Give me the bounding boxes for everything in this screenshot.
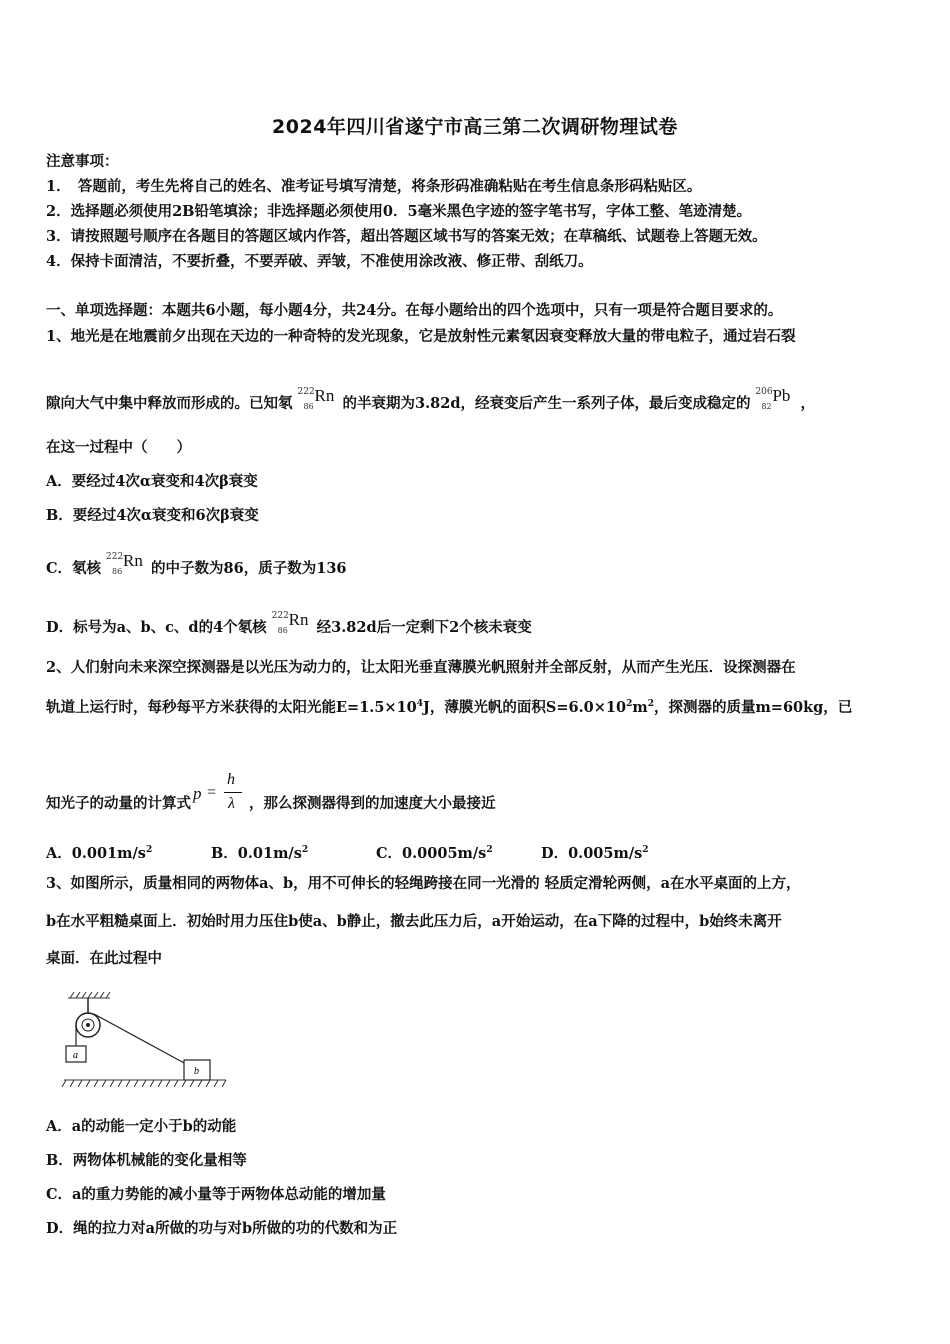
exponent: 4	[416, 699, 424, 709]
option-text: A．0.001m/s	[46, 845, 146, 862]
q2-line2b: J，薄膜光帆的面积S=6.0×10	[423, 699, 627, 716]
atomic-number: 86	[277, 626, 288, 635]
q1-line2b: 的半衰期为3.82d，经衰变后产生一系列子体，最后变成稳定的	[342, 395, 751, 412]
formula-numerator: h	[227, 771, 235, 788]
block-a-label: a	[73, 1050, 78, 1061]
radon-nuclide	[104, 547, 148, 577]
q2-line2a: 轨道上运行时，每秒每平方米获得的太阳光能E=1.5×10	[46, 699, 417, 716]
photon-momentum-formula	[191, 770, 249, 820]
q1-option-c-a: C．氡核	[46, 560, 102, 577]
q1-line2	[46, 382, 815, 414]
q1-option-d-a: D．标号为a、b、c、d的4个氡核	[46, 619, 267, 636]
exponent: 2	[486, 845, 493, 855]
q2-line3b: ，那么探测器得到的加速度大小最接近	[249, 795, 496, 812]
lead-nuclide	[753, 382, 797, 412]
exponent: 2	[642, 845, 649, 855]
q3-line3: 桌面．在此过程中	[46, 950, 162, 967]
q2-line2	[46, 694, 852, 718]
q3-option-c[interactable]: C．a的重力势能的减小量等于两物体总动能的增加量	[46, 1186, 386, 1203]
q3-option-b[interactable]: B．两物体机械能的变化量相等	[46, 1152, 247, 1169]
exponent: 2	[647, 699, 654, 709]
pulley-center	[86, 1023, 90, 1027]
q1-line2c: ，	[800, 395, 815, 412]
q1-option-c[interactable]	[46, 547, 347, 579]
element-symbol: Pb	[772, 386, 791, 405]
q3-option-d[interactable]: D．绳的拉力对a所做的功与对b所做的功的代数和为正	[46, 1220, 398, 1237]
ceiling-hatch	[68, 992, 110, 998]
q2-line2d: ，探测器的质量m=60kg，已	[653, 699, 853, 716]
exponent: 2	[145, 845, 153, 855]
q2-option-a[interactable]	[46, 842, 152, 863]
element-symbol: Rn	[288, 610, 309, 629]
q2-option-d[interactable]	[541, 842, 649, 863]
notice-item-2: 2．选择题必须使用2B铅笔填涂；非选择题必须使用0．5毫米黑色字迹的签字笔书写，字体工整、笔迹清楚。	[46, 203, 752, 220]
option-text: C．0.0005m/s	[376, 845, 487, 862]
atomic-number: 86	[303, 402, 314, 411]
atomic-number: 82	[761, 402, 772, 411]
notice-heading: 注意事项：	[46, 153, 119, 170]
mass-number: 206	[755, 387, 773, 397]
radon-nuclide	[296, 382, 340, 412]
option-text: D．0.005m/s	[541, 845, 643, 862]
q1-option-d-b: 经3.82d后一定剩下2个核未衰变	[316, 619, 532, 636]
mass-number: 222	[297, 387, 315, 397]
q1-option-b[interactable]: B．要经过4次α衰变和6次β衰变	[46, 507, 259, 524]
q2-line3	[46, 770, 496, 820]
q1-option-c-b: 的中子数为86，质子数为136	[151, 560, 347, 577]
section-heading: 一、单项选择题：本题共6小题，每小题4分，共24分。在每小题给出的四个选项中，只有一项是符合题目要求的。	[46, 302, 783, 319]
option-text: B．0.01m/s	[211, 845, 302, 862]
pulley-diagram	[58, 992, 230, 1092]
q2-line3a: 知光子的动量的计算式	[46, 795, 191, 812]
mass-number: 222	[106, 552, 124, 562]
radon-nuclide	[270, 606, 314, 636]
q2-option-b[interactable]	[211, 842, 308, 863]
notice-item-3: 3．请按照题号顺序在各题目的答题区域内作答，超出答题区域书写的答案无效；在草稿纸、试题卷上答题无效。	[46, 228, 767, 245]
notice-item-4: 4．保持卡面清洁，不要折叠，不要弄破、弄皱，不准使用涂改液、修正带、刮纸刀。	[46, 253, 593, 270]
q1-option-a[interactable]: A．要经过4次α衰变和4次β衰变	[46, 473, 258, 490]
table-hatch	[62, 1080, 226, 1087]
q2-option-c[interactable]	[376, 842, 493, 863]
q1-line1: 1、地光是在地震前夕出现在天边的一种奇特的发光现象，它是放射性元素氡因衰变释放大量的带电粒子，通过岩石裂	[46, 328, 796, 345]
mass-number: 222	[271, 611, 289, 621]
formula-equals: =	[207, 784, 217, 801]
q1-line2a: 隙向大气中集中释放而形成的。已知氡	[46, 395, 293, 412]
exponent: 2	[301, 845, 309, 855]
q3-line2: b在水平粗糙桌面上．初始时用力压住b使a、b静止，撤去此压力后，a开始运动，在a下降的过程中，b始终未离开	[46, 913, 782, 930]
q3-line1: 3、如图所示，质量相同的两物体a、b，用不可伸长的轻绳跨接在同一光滑的 轻质定滑轮两侧，a在水平桌面的上方，	[46, 875, 801, 892]
exponent: 2	[626, 699, 633, 709]
element-symbol: Rn	[123, 551, 143, 570]
block-b-label: b	[194, 1066, 199, 1077]
q1-line3: 在这一过程中（ ）	[46, 439, 191, 456]
q2-line2c: m	[632, 699, 648, 716]
formula-denominator: λ	[228, 795, 235, 812]
notice-item-1: 1． 答题前，考生先将自己的姓名、准考证号填写清楚，将条形码准确粘贴在考生信息条形码粘贴区。	[46, 178, 702, 195]
q2-line1: 2、人们射向未来深空探测器是以光压为动力的，让太阳光垂直薄膜光帆照射并全部反射，从而产生光压．设探测器在	[46, 659, 796, 676]
q1-option-d[interactable]	[46, 606, 532, 638]
atomic-number: 86	[112, 567, 123, 576]
fraction-bar	[224, 792, 242, 793]
element-symbol: Rn	[314, 386, 335, 405]
formula-lhs: p	[193, 784, 202, 803]
page-title: 2024年四川省遂宁市高三第二次调研物理试卷	[272, 116, 678, 138]
q3-option-a[interactable]: A．a的动能一定小于b的动能	[46, 1118, 237, 1135]
rope-to-b	[94, 1014, 186, 1064]
